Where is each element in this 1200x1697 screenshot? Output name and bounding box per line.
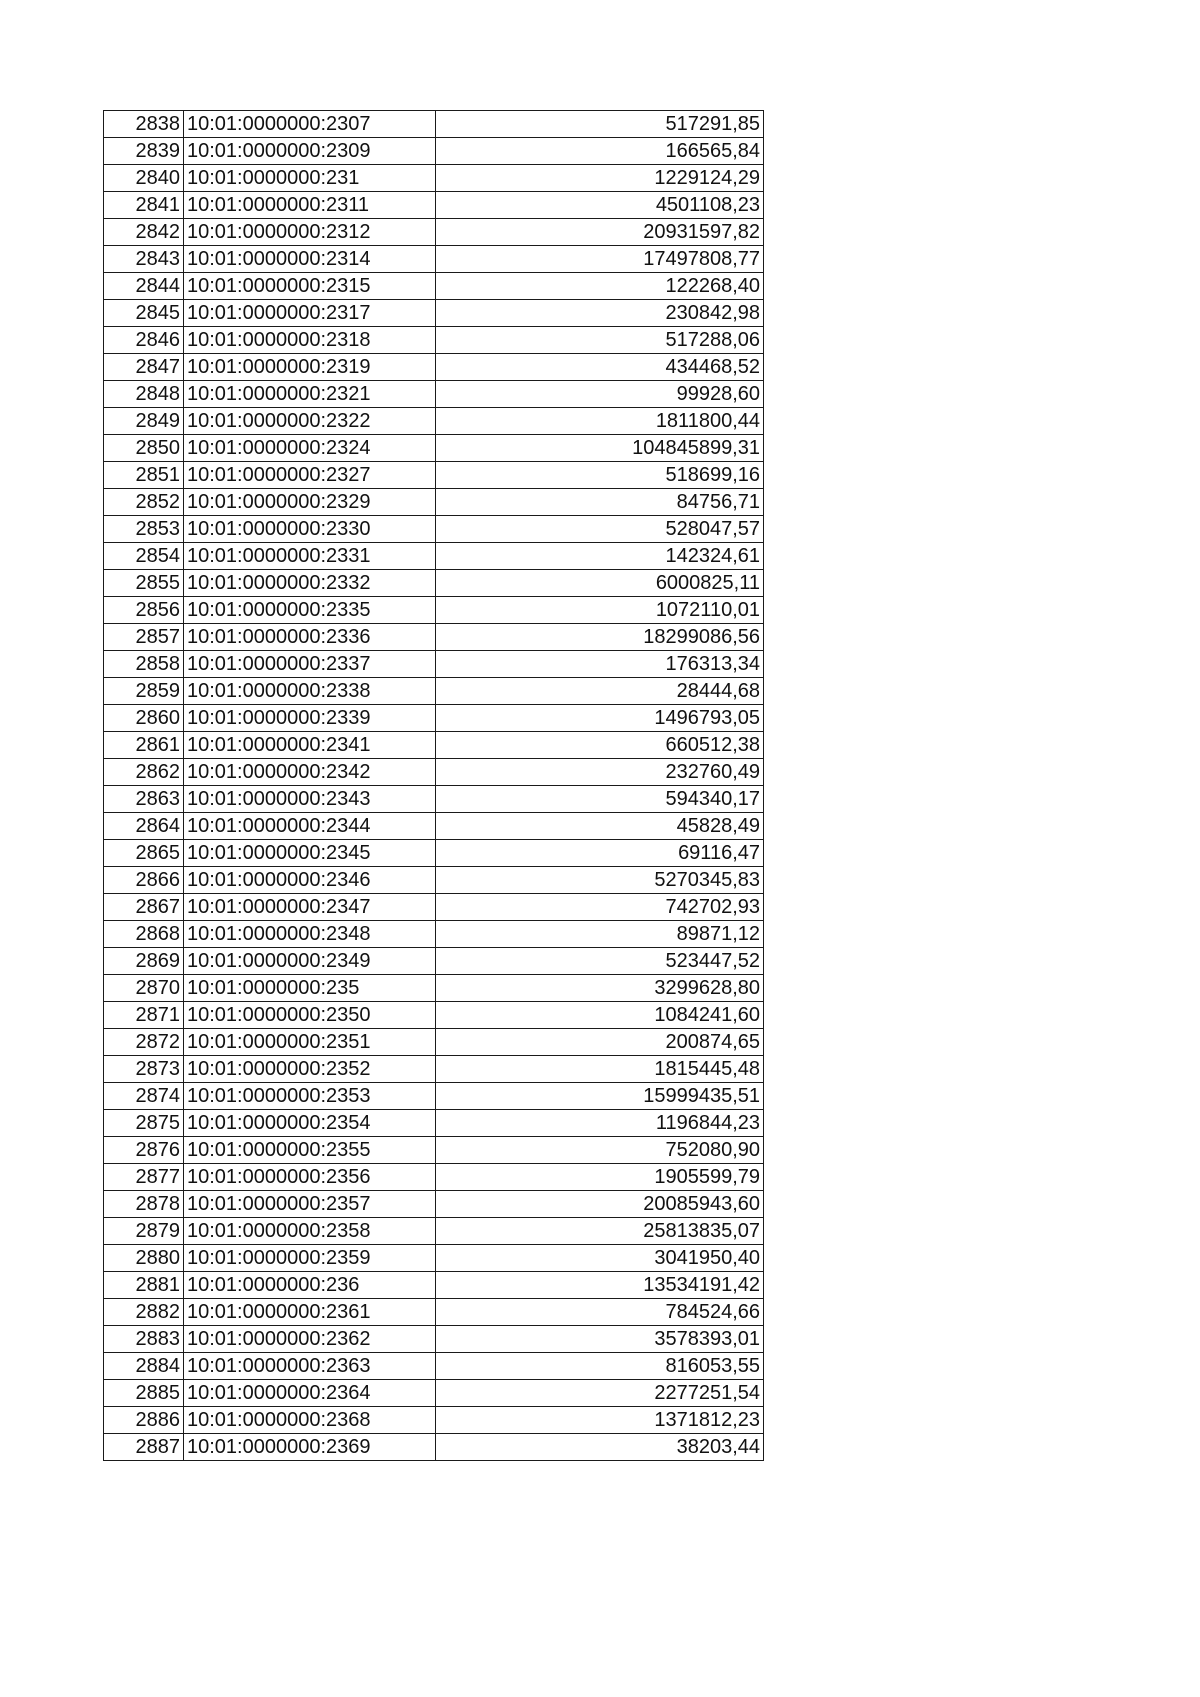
- table-row: [104, 1245, 764, 1272]
- value-cell: 1371812,23: [436, 1407, 764, 1434]
- row-number-cell: 2884: [104, 1353, 184, 1380]
- value-cell: 18299086,56: [436, 624, 764, 651]
- cadastral-number-cell: 10:01:0000000:2307: [184, 111, 436, 138]
- cadastral-number-cell: 10:01:0000000:2346: [184, 867, 436, 894]
- row-number-cell: 2867: [104, 894, 184, 921]
- row-number-cell: 2874: [104, 1083, 184, 1110]
- cadastral-number-cell: 10:01:0000000:2330: [184, 516, 436, 543]
- table-row: [104, 543, 764, 570]
- value-cell: 816053,55: [436, 1353, 764, 1380]
- value-cell: 89871,12: [436, 921, 764, 948]
- table-row: [104, 948, 764, 975]
- table-row: [104, 921, 764, 948]
- value-cell: 2277251,54: [436, 1380, 764, 1407]
- cadastral-number-cell: 10:01:0000000:2309: [184, 138, 436, 165]
- value-cell: 517288,06: [436, 327, 764, 354]
- table-row: [104, 435, 764, 462]
- table-row: [104, 300, 764, 327]
- row-number-cell: 2849: [104, 408, 184, 435]
- table-row: [104, 1191, 764, 1218]
- cadastral-number-cell: 10:01:0000000:2349: [184, 948, 436, 975]
- row-number-cell: 2870: [104, 975, 184, 1002]
- table-row: [104, 813, 764, 840]
- value-cell: 20931597,82: [436, 219, 764, 246]
- value-cell: 1229124,29: [436, 165, 764, 192]
- table-row: [104, 867, 764, 894]
- table-row: [104, 381, 764, 408]
- cadastral-number-cell: 10:01:0000000:2363: [184, 1353, 436, 1380]
- table-row: [104, 894, 764, 921]
- value-cell: 17497808,77: [436, 246, 764, 273]
- row-number-cell: 2873: [104, 1056, 184, 1083]
- cadastral-number-cell: 10:01:0000000:2335: [184, 597, 436, 624]
- table-row: [104, 111, 764, 138]
- row-number-cell: 2878: [104, 1191, 184, 1218]
- row-number-cell: 2843: [104, 246, 184, 273]
- table-row: [104, 354, 764, 381]
- row-number-cell: 2846: [104, 327, 184, 354]
- table-row: [104, 624, 764, 651]
- value-cell: 142324,61: [436, 543, 764, 570]
- value-cell: 200874,65: [436, 1029, 764, 1056]
- table-row: [104, 759, 764, 786]
- row-number-cell: 2869: [104, 948, 184, 975]
- row-number-cell: 2880: [104, 1245, 184, 1272]
- row-number-cell: 2838: [104, 111, 184, 138]
- cadastral-number-cell: 10:01:0000000:2356: [184, 1164, 436, 1191]
- table-row: [104, 1299, 764, 1326]
- table-row: [104, 462, 764, 489]
- value-cell: 13534191,42: [436, 1272, 764, 1299]
- value-cell: 1496793,05: [436, 705, 764, 732]
- cadastral-number-cell: 10:01:0000000:2348: [184, 921, 436, 948]
- value-cell: 434468,52: [436, 354, 764, 381]
- value-cell: 122268,40: [436, 273, 764, 300]
- table-row: [104, 192, 764, 219]
- value-cell: 4501108,23: [436, 192, 764, 219]
- row-number-cell: 2857: [104, 624, 184, 651]
- value-cell: 1811800,44: [436, 408, 764, 435]
- table-row: [104, 1272, 764, 1299]
- table-row: [104, 1218, 764, 1245]
- row-number-cell: 2876: [104, 1137, 184, 1164]
- value-cell: 230842,98: [436, 300, 764, 327]
- cadastral-number-cell: 10:01:0000000:236: [184, 1272, 436, 1299]
- cadastral-number-cell: 10:01:0000000:2362: [184, 1326, 436, 1353]
- table-row: [104, 1380, 764, 1407]
- row-number-cell: 2839: [104, 138, 184, 165]
- cadastral-number-cell: 10:01:0000000:2368: [184, 1407, 436, 1434]
- row-number-cell: 2858: [104, 651, 184, 678]
- row-number-cell: 2855: [104, 570, 184, 597]
- cadastral-number-cell: 10:01:0000000:2327: [184, 462, 436, 489]
- value-cell: 38203,44: [436, 1434, 764, 1461]
- cadastral-number-cell: 10:01:0000000:2354: [184, 1110, 436, 1137]
- table-row: [104, 1083, 764, 1110]
- cadastral-number-cell: 10:01:0000000:2361: [184, 1299, 436, 1326]
- cadastral-number-cell: 10:01:0000000:2337: [184, 651, 436, 678]
- cadastral-number-cell: 10:01:0000000:2318: [184, 327, 436, 354]
- value-cell: 660512,38: [436, 732, 764, 759]
- cadastral-number-cell: 10:01:0000000:2359: [184, 1245, 436, 1272]
- value-cell: 1072110,01: [436, 597, 764, 624]
- value-cell: 166565,84: [436, 138, 764, 165]
- value-cell: 176313,34: [436, 651, 764, 678]
- row-number-cell: 2881: [104, 1272, 184, 1299]
- row-number-cell: 2877: [104, 1164, 184, 1191]
- table-row: [104, 678, 764, 705]
- row-number-cell: 2845: [104, 300, 184, 327]
- cadastral-number-cell: 10:01:0000000:2358: [184, 1218, 436, 1245]
- row-number-cell: 2861: [104, 732, 184, 759]
- row-number-cell: 2863: [104, 786, 184, 813]
- row-number-cell: 2844: [104, 273, 184, 300]
- value-cell: 3578393,01: [436, 1326, 764, 1353]
- value-cell: 1905599,79: [436, 1164, 764, 1191]
- table-row: [104, 273, 764, 300]
- row-number-cell: 2887: [104, 1434, 184, 1461]
- table-row: [104, 1002, 764, 1029]
- value-cell: 6000825,11: [436, 570, 764, 597]
- data-table: [103, 110, 764, 1461]
- row-number-cell: 2871: [104, 1002, 184, 1029]
- row-number-cell: 2872: [104, 1029, 184, 1056]
- row-number-cell: 2840: [104, 165, 184, 192]
- table-row: [104, 1029, 764, 1056]
- row-number-cell: 2853: [104, 516, 184, 543]
- row-number-cell: 2868: [104, 921, 184, 948]
- table-body: [104, 111, 764, 1461]
- value-cell: 84756,71: [436, 489, 764, 516]
- row-number-cell: 2850: [104, 435, 184, 462]
- value-cell: 523447,52: [436, 948, 764, 975]
- cadastral-number-cell: 10:01:0000000:2357: [184, 1191, 436, 1218]
- value-cell: 3299628,80: [436, 975, 764, 1002]
- table-row: [104, 1434, 764, 1461]
- row-number-cell: 2886: [104, 1407, 184, 1434]
- table-row: [104, 651, 764, 678]
- cadastral-number-cell: 10:01:0000000:2352: [184, 1056, 436, 1083]
- row-number-cell: 2882: [104, 1299, 184, 1326]
- row-number-cell: 2883: [104, 1326, 184, 1353]
- cadastral-number-cell: 10:01:0000000:235: [184, 975, 436, 1002]
- table-row: [104, 246, 764, 273]
- value-cell: 25813835,07: [436, 1218, 764, 1245]
- value-cell: 1196844,23: [436, 1110, 764, 1137]
- table-row: [104, 138, 764, 165]
- row-number-cell: 2847: [104, 354, 184, 381]
- cadastral-number-cell: 10:01:0000000:2322: [184, 408, 436, 435]
- cadastral-number-cell: 10:01:0000000:2347: [184, 894, 436, 921]
- cadastral-number-cell: 10:01:0000000:2339: [184, 705, 436, 732]
- row-number-cell: 2875: [104, 1110, 184, 1137]
- cadastral-number-cell: 10:01:0000000:2369: [184, 1434, 436, 1461]
- row-number-cell: 2864: [104, 813, 184, 840]
- row-number-cell: 2885: [104, 1380, 184, 1407]
- cadastral-number-cell: 10:01:0000000:2319: [184, 354, 436, 381]
- table-row: [104, 327, 764, 354]
- cadastral-number-cell: 10:01:0000000:2332: [184, 570, 436, 597]
- cadastral-number-cell: 10:01:0000000:2329: [184, 489, 436, 516]
- table-row: [104, 1110, 764, 1137]
- value-cell: 594340,17: [436, 786, 764, 813]
- table-row: [104, 1164, 764, 1191]
- table-row: [104, 1407, 764, 1434]
- table-row: [104, 408, 764, 435]
- cadastral-number-cell: 10:01:0000000:2351: [184, 1029, 436, 1056]
- value-cell: 752080,90: [436, 1137, 764, 1164]
- table-row: [104, 705, 764, 732]
- table-row: [104, 732, 764, 759]
- value-cell: 517291,85: [436, 111, 764, 138]
- table-row: [104, 489, 764, 516]
- table-row: [104, 1353, 764, 1380]
- row-number-cell: 2854: [104, 543, 184, 570]
- table-row: [104, 840, 764, 867]
- cadastral-number-cell: 10:01:0000000:2314: [184, 246, 436, 273]
- cadastral-number-cell: 10:01:0000000:2353: [184, 1083, 436, 1110]
- table-row: [104, 570, 764, 597]
- value-cell: 232760,49: [436, 759, 764, 786]
- value-cell: 1815445,48: [436, 1056, 764, 1083]
- cadastral-number-cell: 10:01:0000000:2331: [184, 543, 436, 570]
- cadastral-number-cell: 10:01:0000000:2344: [184, 813, 436, 840]
- cadastral-number-cell: 10:01:0000000:2350: [184, 1002, 436, 1029]
- value-cell: 69116,47: [436, 840, 764, 867]
- row-number-cell: 2859: [104, 678, 184, 705]
- cadastral-number-cell: 10:01:0000000:2355: [184, 1137, 436, 1164]
- row-number-cell: 2851: [104, 462, 184, 489]
- cadastral-number-cell: 10:01:0000000:2321: [184, 381, 436, 408]
- cadastral-number-cell: 10:01:0000000:2343: [184, 786, 436, 813]
- value-cell: 528047,57: [436, 516, 764, 543]
- value-cell: 99928,60: [436, 381, 764, 408]
- table-row: [104, 219, 764, 246]
- row-number-cell: 2865: [104, 840, 184, 867]
- value-cell: 5270345,83: [436, 867, 764, 894]
- cadastral-number-cell: 10:01:0000000:2345: [184, 840, 436, 867]
- row-number-cell: 2879: [104, 1218, 184, 1245]
- cadastral-number-cell: 10:01:0000000:2364: [184, 1380, 436, 1407]
- row-number-cell: 2842: [104, 219, 184, 246]
- cadastral-number-cell: 10:01:0000000:2317: [184, 300, 436, 327]
- cadastral-number-cell: 10:01:0000000:2311: [184, 192, 436, 219]
- cadastral-number-cell: 10:01:0000000:2324: [184, 435, 436, 462]
- cadastral-number-cell: 10:01:0000000:2312: [184, 219, 436, 246]
- value-cell: 20085943,60: [436, 1191, 764, 1218]
- row-number-cell: 2856: [104, 597, 184, 624]
- table-row: [104, 165, 764, 192]
- value-cell: 45828,49: [436, 813, 764, 840]
- value-cell: 3041950,40: [436, 1245, 764, 1272]
- table-row: [104, 1326, 764, 1353]
- row-number-cell: 2860: [104, 705, 184, 732]
- value-cell: 15999435,51: [436, 1083, 764, 1110]
- cadastral-number-cell: 10:01:0000000:2341: [184, 732, 436, 759]
- cadastral-number-cell: 10:01:0000000:2342: [184, 759, 436, 786]
- value-cell: 784524,66: [436, 1299, 764, 1326]
- table-row: [104, 516, 764, 543]
- value-cell: 28444,68: [436, 678, 764, 705]
- table-row: [104, 1137, 764, 1164]
- value-cell: 104845899,31: [436, 435, 764, 462]
- row-number-cell: 2852: [104, 489, 184, 516]
- row-number-cell: 2841: [104, 192, 184, 219]
- value-cell: 1084241,60: [436, 1002, 764, 1029]
- cadastral-number-cell: 10:01:0000000:2338: [184, 678, 436, 705]
- table-row: [104, 597, 764, 624]
- row-number-cell: 2862: [104, 759, 184, 786]
- row-number-cell: 2866: [104, 867, 184, 894]
- cadastral-number-cell: 10:01:0000000:231: [184, 165, 436, 192]
- value-cell: 518699,16: [436, 462, 764, 489]
- cadastral-number-cell: 10:01:0000000:2315: [184, 273, 436, 300]
- table-row: [104, 1056, 764, 1083]
- table-row: [104, 786, 764, 813]
- value-cell: 742702,93: [436, 894, 764, 921]
- cadastral-number-cell: 10:01:0000000:2336: [184, 624, 436, 651]
- table-row: [104, 975, 764, 1002]
- row-number-cell: 2848: [104, 381, 184, 408]
